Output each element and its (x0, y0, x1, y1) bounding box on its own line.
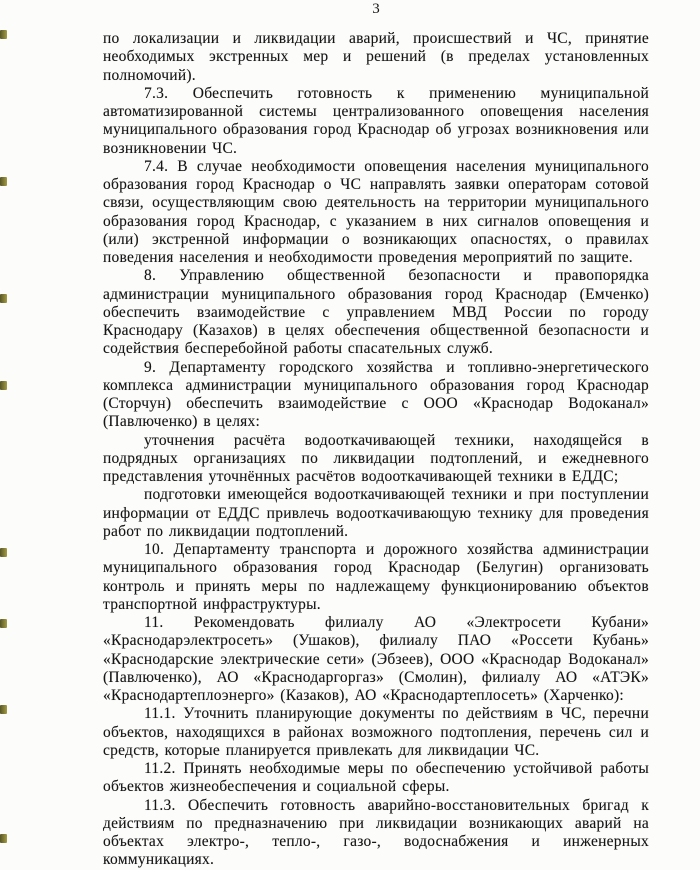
page-number: 3 (372, 1, 380, 17)
paragraph-9: 9. Департаменту городского хозяйства и топливно-энергетического комплекса администрации муниципального образования город Краснодар (Сторчун) обеспечить взаимодействие с ООО «Краснодар Водоканал» (Павлюченко) в целях: (103, 358, 649, 431)
paragraph-11-3: 11.3. Обеспечить готовность аварийно-восстановительных бригад к действиям по предназначению при ликвидации возникающих аварий на объектах электро-, тепло-, газо-, водоснабжения и инженерных коммуникациях. (103, 796, 649, 869)
scan-artifact-mark (0, 548, 7, 557)
paragraph-8: 8. Управлению общественной безопасности и правопорядка администрации муниципального образования город Краснодар (Емченко) обеспечить взаимодействие с управлением МВД России по городу Краснодару (Казахов) в целях обеспечения общественной безопасности и содействия бесперебойной работы спасательных служб. (103, 267, 649, 358)
paragraph-10: 10. Департаменту транспорта и дорожного хозяйства администрации муниципального образования город Краснодар (Белугин) организовать контроль и принять меры по надлежащему функционированию объектов транспортной инфраструктуры. (103, 541, 649, 613)
paragraph-11-2: 11.2. Принять необходимые меры по обеспечению устойчивой работы объектов жизнеобеспечения и социальной сферы. (103, 760, 649, 796)
paragraph-11-1: 11.1. Уточнить планирующие документы по действиям в ЧС, перечни объектов, находящихся в районах возможного подтопления, перечень сил и средств, которые планируется привлекать для ликвидации ЧС. (103, 705, 649, 759)
scan-artifact-mark (0, 294, 7, 303)
paragraph-7-4: 7.4. В случае необходимости оповещения населения муниципального образования город Краснодар о ЧС направлять заявки операторам сотовой связи, осуществляющим свою деятельность на территории муниципального образования город Краснодар, с указанием в них сигналов оповещения и (или) экстренной информации о возникающих опасностях, о правилах поведения населения и необходимости проведения мероприятий по защите. (103, 157, 649, 266)
document-body (103, 30, 649, 870)
paragraph-11: 11. Рекомендовать филиалу АО «Электросети Кубани» «Краснодарэлектросеть» (Ушаков), филиалу ПАО «Россети Кубань» «Краснодарские электрические сети» (Эбзеев), ООО «Краснодар Водоканал» (Павлюченко), АО «Краснодаргоргаз» (Смолин), филиалу АО «АТЭК» «Краснодартеплоэнерго» (Казаков), АО «Краснодартеплосеть» (Харченко): (103, 614, 649, 704)
scan-artifact-mark (0, 834, 7, 843)
scan-artifact-mark (0, 381, 7, 390)
scan-artifact-mark (0, 177, 7, 186)
scan-artifact-mark (0, 619, 7, 628)
paragraph-9-sub-2: подготовки имеющейся водооткачивающей техники и при поступлении информации от ЕДДС привлечь водооткачивающую технику для проведения работ по ликвидации подтоплений. (103, 486, 649, 540)
scan-artifact-mark (0, 30, 7, 39)
paragraph-continuation: по локализации и ликвидации аварий, происшествий и ЧС, принятие необходимых экстренных мер и решений (в пределах установленных полномочий). (103, 30, 649, 84)
scan-artifact-mark (0, 705, 7, 714)
paragraph-9-sub-1: уточнения расчёта водооткачивающей техники, находящейся в подрядных организациях по ликвидации подтоплений, и ежедневного представления уточнённых расчётов водооткачивающей техники в ЕДДС; (103, 431, 649, 485)
paragraph-7-3: 7.3. Обеспечить готовность к применению муниципальной автоматизированной системы централизованного оповещения населения муниципального образования город Краснодар об угрозах возникновения или возникновении ЧС. (103, 84, 649, 157)
